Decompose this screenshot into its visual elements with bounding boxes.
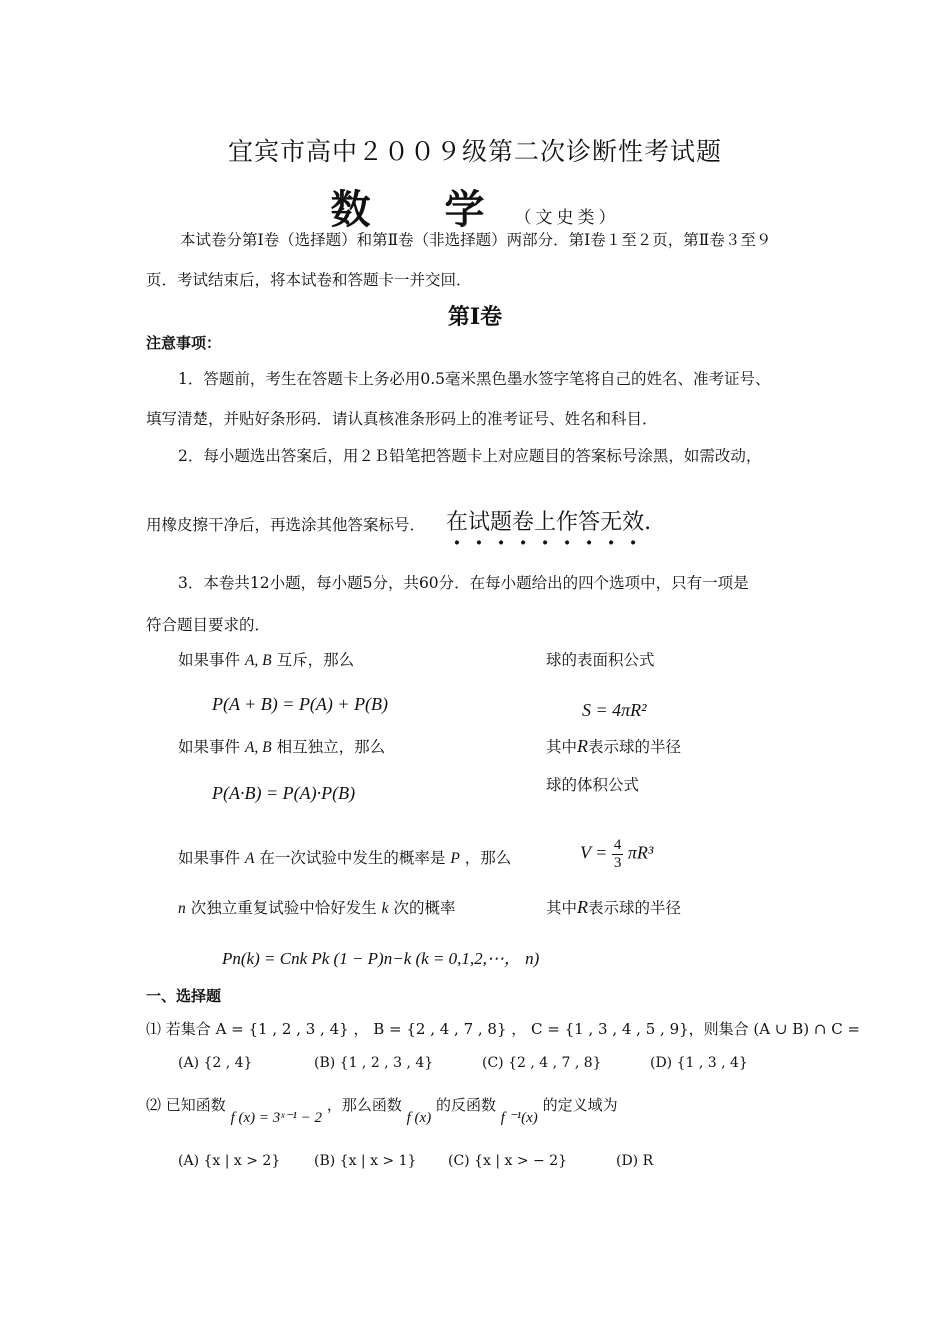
f3-var2: P — [450, 850, 460, 867]
r2-end: 表示球的半径 — [588, 738, 682, 756]
f2-end: 相互独立，那么 — [276, 738, 386, 756]
r3-rhs: πR³ — [627, 842, 654, 863]
intro-line-2: 页．考试结束后，将本试卷和答题卡一并交回． — [146, 271, 472, 289]
question-stem-d: 的定义域为 — [542, 1096, 618, 1114]
section-heading: 一、选择题 — [146, 987, 222, 1005]
f2-vars: A, B — [244, 739, 272, 756]
r3-lhs: V = — [580, 842, 608, 863]
question-number: ⑵ — [146, 1096, 162, 1114]
emph-char: 上 — [534, 510, 557, 535]
subject-note: （文史类） — [514, 208, 620, 228]
emph-char: 无 — [600, 510, 623, 535]
option-a: (A) {x | x > 2} — [178, 1153, 281, 1169]
exam-title: 宜宾市高中２００９级第二次诊断性考试题 — [227, 137, 722, 166]
option-d: (D) R — [616, 1153, 654, 1169]
question-stem-b: ，那么函数 — [326, 1096, 402, 1114]
formula-addition: P(A + B) = P(A) + P(B) — [212, 694, 389, 714]
question-stem: 若集合 A = {1 , 2 , 3 , 4} ， B = {2 , 4 , 7 , 8} ， C = {1 , 3 , 4 , 5 , 9}，则集合 (A ∪ B) ∩ C = — [165, 1020, 861, 1038]
formula-product: P(A·B) = P(A)·P(B) — [212, 783, 356, 803]
notes-heading: 注意事项： — [146, 334, 222, 352]
formula-f3-line — [178, 846, 511, 868]
emph-char: 题 — [490, 510, 513, 535]
note-3b: 符合题目要求的． — [146, 616, 271, 634]
emph-char: 效 — [622, 510, 645, 535]
f3-text: 如果事件 — [178, 849, 241, 867]
r4-pre: 其中 — [546, 899, 578, 917]
r2-pre: 其中 — [546, 738, 578, 756]
question-stem-a: 已知函数 — [165, 1096, 226, 1114]
formula-f1-line — [178, 648, 354, 670]
emph-char: 卷 — [512, 510, 535, 535]
sphere-area-title: 球的表面积公式 — [546, 651, 655, 669]
f4-text: 次独立重复试验中恰好发生 — [190, 899, 377, 917]
note-2a: 2．每小题选出答案后，用２Ｂ铅笔把答题卡上对应题目的答案标号涂黑，如需改动， — [178, 447, 762, 465]
emph-char: 试 — [468, 510, 491, 535]
option-b: (B) {1 , 2 , 3 , 4} — [314, 1055, 434, 1071]
note-1b: 填写清楚，并贴好条形码．请认真核准条形码上的准考证号、姓名和科目． — [146, 410, 658, 428]
note-2b: 用橡皮擦干净后，再选涂其他答案标号． — [146, 516, 426, 534]
formula-f4-line — [178, 896, 455, 918]
function-name: f (x) — [406, 1110, 432, 1126]
r2-var: R — [577, 736, 589, 756]
subject-heading — [0, 178, 950, 235]
option-c: (C) {2 , 4 , 7 , 8} — [482, 1055, 602, 1071]
question-2 — [146, 1094, 618, 1126]
sphere-radius-note-1 — [546, 735, 681, 757]
emph-char: 作 — [556, 510, 579, 535]
intro-line-1: 本试卷分第Ⅰ卷（选择题）和第Ⅱ卷（非选择题）两部分．第Ⅰ卷１至２页，第Ⅱ卷３至９ — [180, 231, 772, 249]
f3-mid: 在一次试验中发生的概率是 — [259, 849, 446, 867]
frac-num: 4 — [613, 837, 622, 853]
fraction — [612, 837, 624, 872]
f3-var: A — [244, 850, 255, 867]
f4-end: 次的概率 — [393, 899, 456, 917]
function-expr: f (x) = 3ˣ⁻¹ − 2 — [230, 1110, 323, 1126]
question-number: ⑴ — [146, 1020, 162, 1038]
note-3a: 3．本卷共12小题，每小题5分，共60分．在每小题给出的四个选项中，只有一项是 — [178, 574, 749, 592]
question-1 — [146, 1018, 860, 1039]
formula-f2-line — [178, 735, 385, 757]
f4-var2: k — [381, 900, 389, 917]
f2-text: 如果事件 — [178, 738, 241, 756]
emphasis-text — [446, 505, 651, 536]
sphere-area-formula: S = 4πR² — [582, 700, 647, 720]
frac-den: 3 — [613, 855, 622, 871]
option-b: (B) {x | x > 1} — [314, 1153, 417, 1169]
note-2b-line — [146, 513, 425, 535]
question-stem-c: 的反函数 — [436, 1096, 497, 1114]
emph-char: 在 — [446, 510, 469, 535]
f1-end: 互斥，那么 — [276, 651, 355, 669]
emph-char: 答 — [578, 510, 601, 535]
r4-var: R — [577, 897, 589, 917]
note-1a: 1．答题前，考生在答题卡上务必用0.5毫米黑色墨水签字笔将自己的姓名、准考证号、 — [178, 370, 771, 388]
sphere-radius-note-2 — [546, 896, 681, 918]
subject-name: 数 学 — [330, 186, 515, 233]
f4-var: n — [178, 900, 186, 917]
volume-title: 第Ⅰ卷 — [447, 304, 503, 330]
r4-end: 表示球的半径 — [588, 899, 682, 917]
option-a: (A) {2 , 4} — [178, 1055, 253, 1071]
option-c: (C) {x | x > − 2} — [448, 1153, 568, 1169]
formula-binomial: Pn(k) = Cnk Pk (1 − P)n−k (k = 0,1,2,⋯， n) — [222, 949, 540, 968]
f1-vars: A, B — [244, 652, 272, 669]
sphere-volume-formula — [580, 837, 653, 872]
sphere-volume-title: 球的体积公式 — [546, 776, 640, 794]
inverse-function: f ⁻¹(x) — [500, 1110, 538, 1126]
emph-end: . — [644, 510, 652, 535]
f1-text: 如果事件 — [178, 651, 241, 669]
f3-end: ，那么 — [464, 849, 512, 867]
option-d: (D) {1 , 3 , 4} — [650, 1055, 748, 1071]
